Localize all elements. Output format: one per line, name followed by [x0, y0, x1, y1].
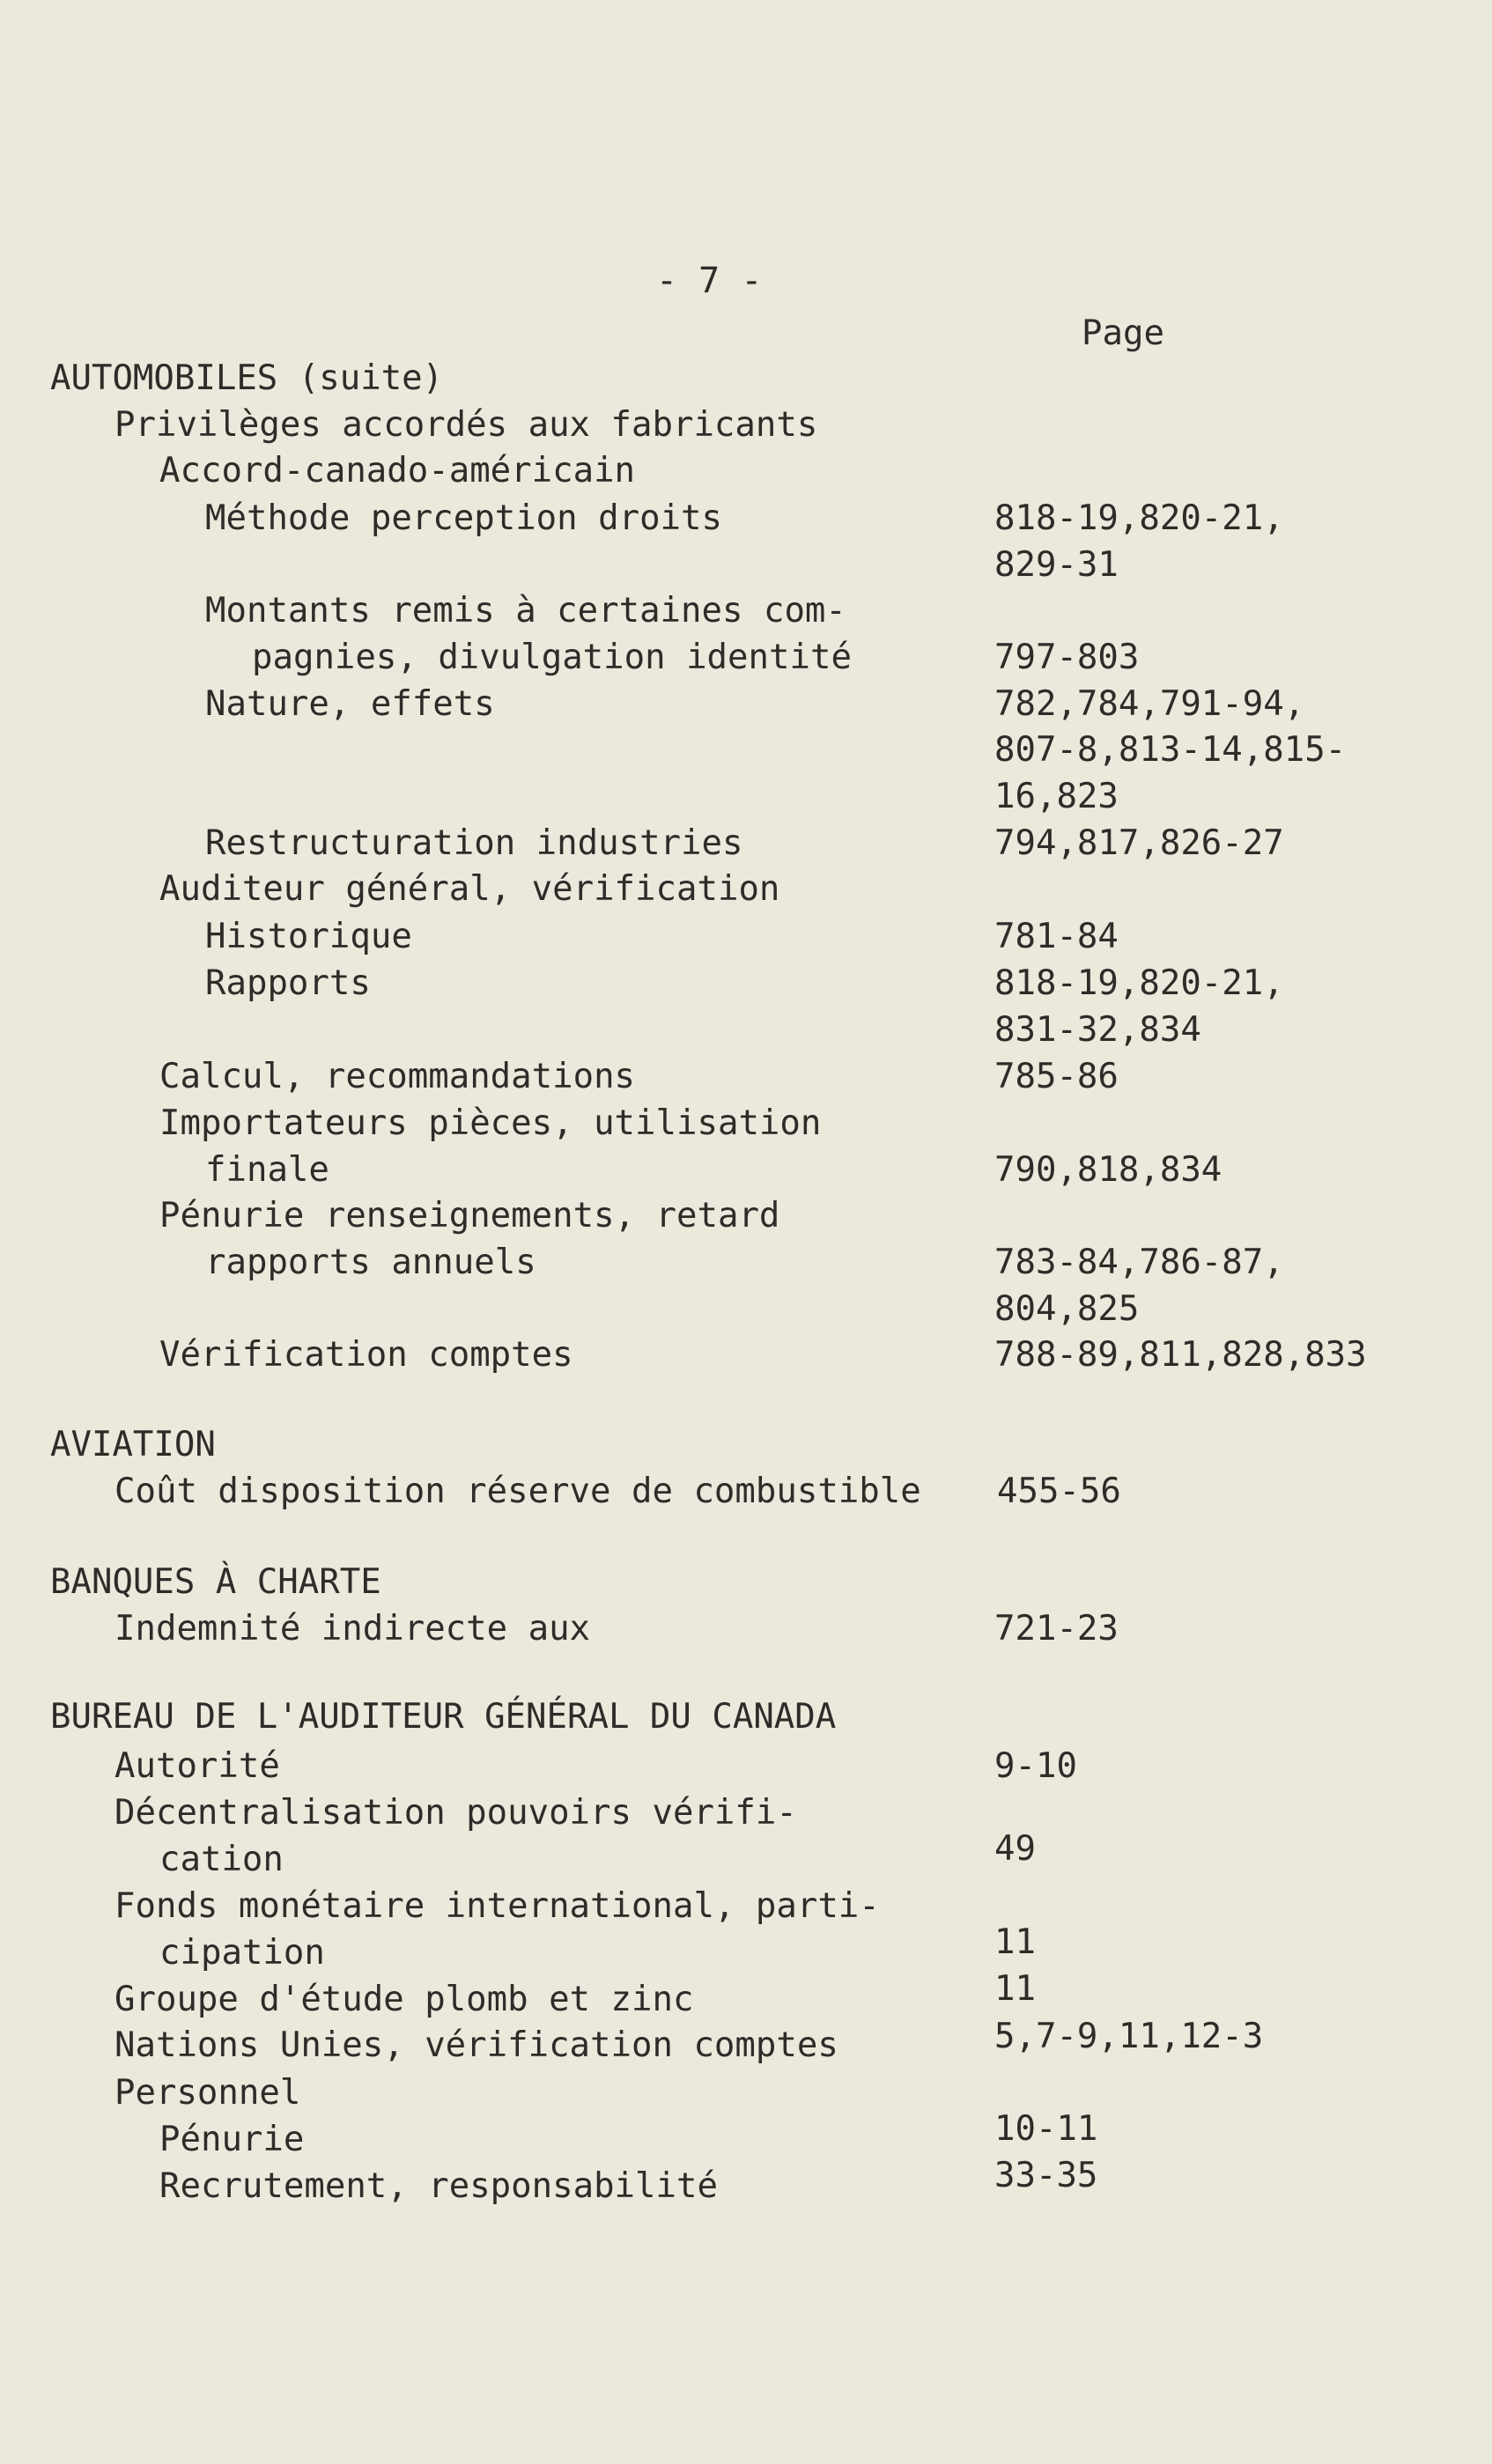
index-pages: 797-803 — [994, 638, 1140, 677]
index-pages: 831-32,834 — [994, 1010, 1201, 1050]
page-column-header: Page — [1082, 314, 1164, 353]
index-heading: BUREAU DE L'AUDITEUR GÉNÉRAL DU CANADA — [50, 1697, 837, 1737]
index-pages: 818-19,820-21, — [994, 498, 1284, 538]
index-pages: 783-84,786-87, — [994, 1243, 1284, 1282]
index-entry: Accord-canado-américain — [159, 451, 636, 491]
index-pages: 11 — [994, 1969, 1036, 2009]
index-pages: 794,817,826-27 — [994, 823, 1284, 863]
index-entry: Personnel — [114, 2073, 301, 2113]
index-entry: pagnies, divulgation identité — [252, 638, 852, 677]
index-pages: 807-8,813-14,815- — [994, 730, 1347, 770]
index-entry: Privilèges accordés aux fabricants — [114, 405, 818, 445]
index-entry: Nations Unies, vérification comptes — [114, 2025, 838, 2065]
index-pages: 790,818,834 — [994, 1150, 1222, 1190]
index-pages: 9-10 — [994, 1746, 1077, 1786]
page-number: - 7 - — [656, 261, 763, 301]
index-pages: 16,823 — [994, 777, 1119, 816]
index-entry: Pénurie renseignements, retard — [159, 1196, 780, 1236]
index-heading: AUTOMOBILES (suite) — [50, 358, 444, 398]
index-pages: 721-23 — [994, 1609, 1119, 1649]
index-pages: 781-84 — [994, 917, 1119, 956]
index-entry: rapports annuels — [205, 1243, 536, 1282]
index-entry: Historique — [205, 917, 412, 956]
index-entry: Fonds monétaire international, parti- — [114, 1886, 880, 1926]
index-pages: 829-31 — [994, 545, 1119, 585]
index-pages: 782,784,791-94, — [994, 684, 1305, 724]
index-entry: Pénurie — [159, 2120, 305, 2159]
index-entry: Recrutement, responsabilité — [159, 2166, 718, 2206]
index-entry: Décentralisation pouvoirs vérifi- — [114, 1793, 797, 1833]
index-entry: Coût disposition réserve de combustible — [114, 1472, 921, 1511]
index-pages: 5,7-9,11,12-3 — [994, 2017, 1264, 2056]
index-entry: Groupe d'étude plomb et zinc — [114, 1980, 694, 2019]
index-pages: 804,825 — [994, 1289, 1140, 1329]
index-heading: BANQUES À CHARTE — [50, 1562, 381, 1602]
index-pages: 33-35 — [994, 2156, 1098, 2195]
index-entry: Restructuration industries — [205, 823, 743, 863]
index-heading: AVIATION — [50, 1425, 216, 1464]
index-entry: Indemnité indirecte aux — [114, 1609, 591, 1649]
index-pages: 455-56 — [997, 1472, 1121, 1511]
index-entry: Nature, effets — [205, 684, 495, 724]
index-entry: Vérification comptes — [159, 1335, 573, 1375]
index-pages: 788-89,811,828,833 — [994, 1335, 1367, 1375]
index-entry: Auditeur général, vérification — [159, 869, 780, 909]
index-entry: Montants remis à certaines com- — [205, 591, 846, 631]
index-entry: Méthode perception droits — [205, 498, 722, 538]
index-pages: 818-19,820-21, — [994, 963, 1284, 1003]
index-entry: Calcul, recommandations — [159, 1057, 636, 1096]
index-entry: cipation — [159, 1933, 325, 1973]
index-entry: Importateurs pièces, utilisation — [159, 1103, 822, 1143]
index-entry: cation — [159, 1840, 284, 1879]
index-entry: Rapports — [205, 963, 371, 1003]
index-entry: finale — [205, 1150, 329, 1190]
index-pages: 10-11 — [994, 2109, 1098, 2149]
index-pages: 49 — [994, 1829, 1036, 1869]
index-entry: Autorité — [114, 1746, 280, 1786]
index-pages: 785-86 — [994, 1057, 1119, 1096]
index-pages: 11 — [994, 1922, 1036, 1962]
